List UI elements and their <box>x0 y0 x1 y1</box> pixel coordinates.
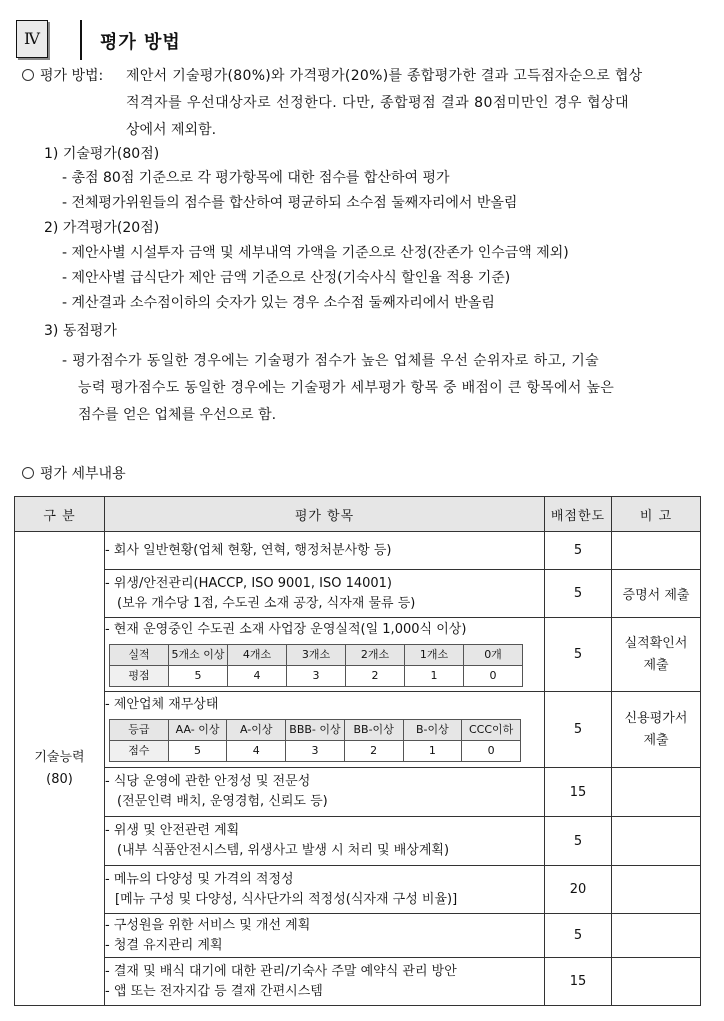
category-cell: 기술능력 (80) <box>15 532 105 1006</box>
item-cell: - 제안업체 재무상태 등급 AA- 이상 A-이상 BBB- 이상 BB-이상 B-이상 CCC이하 점수 5 4 3 2 1 0 <box>105 692 545 768</box>
table-row <box>15 914 701 958</box>
section-number: Ⅳ <box>16 20 48 58</box>
table-row <box>15 866 701 914</box>
table-row <box>15 958 701 1006</box>
method-label: 평가 방법: <box>40 68 104 84</box>
finance-grade-table: 등급 AA- 이상 A-이상 BBB- 이상 BB-이상 B-이상 CCC이하 점수 5 4 3 2 1 0 <box>109 719 521 762</box>
score-cell: 5 <box>545 618 612 692</box>
note-cell <box>612 958 701 1006</box>
score-cell: 5 <box>545 532 612 570</box>
item-cell: - 현재 운영중인 수도권 소재 사업장 운영실적(일 1,000식 이상) 실적 5개소 이상 4개소 3개소 2개소 1개소 0개 평점 5 4 3 2 1 0 <box>105 618 545 692</box>
note-cell: 신용평가서 제출 <box>612 692 701 768</box>
header-score: 배점한도 <box>545 497 612 532</box>
score-cell: 5 <box>545 914 612 958</box>
score-cell: 15 <box>545 768 612 817</box>
method-bullet <box>22 66 103 86</box>
method-text-line: 적격자를 우선대상자로 선정한다. 다만, 종합평점 결과 80점미만인 경우 협상대 <box>126 95 630 111</box>
section-heading: 1) 기술평가(80점) <box>44 146 160 162</box>
section-heading: 2) 가격평가(20점) <box>44 220 160 236</box>
list-item: - 제안사별 급식단가 제안 금액 기준으로 산정(기숙사식 할인율 적용 기준) <box>62 270 511 286</box>
section-title: 평가 방법 <box>100 32 181 53</box>
list-item: - 계산결과 소수점이하의 숫자가 있는 경우 소수점 둘째자리에서 반올림 <box>62 295 495 311</box>
table-row <box>15 618 701 692</box>
list-item: - 전체평가위원들의 점수를 합산하여 평균하되 소수점 둘째자리에서 반올림 <box>62 195 518 211</box>
note-cell <box>612 914 701 958</box>
table-row <box>15 532 701 570</box>
method-text-line: 상에서 제외함. <box>126 122 217 138</box>
list-item: - 총점 80점 기준으로 각 평가항목에 대한 점수를 합산하여 평가 <box>62 170 450 186</box>
table-row <box>15 768 701 817</box>
note-cell: 실적확인서 제출 <box>612 618 701 692</box>
performance-score-table: 실적 5개소 이상 4개소 3개소 2개소 1개소 0개 평점 5 4 3 2 1 0 <box>109 644 523 687</box>
item-cell: - 구성원을 위한 서비스 및 개선 계획 - 청결 유지관리 계획 <box>105 914 545 958</box>
list-item: 능력 평가점수도 동일한 경우에는 기술평가 세부평가 항목 중 배점이 큰 항목에서 높은 <box>78 380 615 396</box>
circle-bullet-icon <box>22 69 34 81</box>
item-cell: - 결재 및 배식 대기에 대한 관리/기숙사 주말 예약식 관리 방안 - 앱 또는 전자지갑 등 결재 간편시스템 <box>105 958 545 1006</box>
note-cell <box>612 532 701 570</box>
score-cell: 5 <box>545 692 612 768</box>
table-row <box>15 570 701 618</box>
section-heading: 3) 동점평가 <box>44 323 117 339</box>
score-cell: 15 <box>545 958 612 1006</box>
list-item: - 제안사별 시설투자 금액 및 세부내역 가액을 기준으로 산정(잔존가 인수금액 제외) <box>62 245 569 261</box>
table-header-row <box>15 497 701 532</box>
item-cell: - 메뉴의 다양성 및 가격의 적정성 [메뉴 구성 및 다양성, 식사단가의 적정성(식자재 구성 비율)] <box>105 866 545 914</box>
score-cell: 5 <box>545 817 612 866</box>
method-text-line: 제안서 기술평가(80%)와 가격평가(20%)를 종합평가한 결과 고득점자순으로 협상 <box>126 68 643 84</box>
list-item: 점수를 얻은 업체를 우선으로 함. <box>78 407 277 423</box>
list-item: - 평가점수가 동일한 경우에는 기술평가 점수가 높은 업체를 우선 순위자로 하고, 기술 <box>62 353 600 369</box>
note-cell <box>612 817 701 866</box>
circle-bullet-icon <box>22 467 34 479</box>
evaluation-table <box>14 496 701 1006</box>
item-cell: - 식당 운영에 관한 안정성 및 전문성 (전문인력 배치, 운영경험, 신뢰도 등) <box>105 768 545 817</box>
detail-heading: 평가 세부내용 <box>22 464 126 484</box>
header-note: 비 고 <box>612 497 701 532</box>
score-cell: 20 <box>545 866 612 914</box>
note-cell: 증명서 제출 <box>612 570 701 618</box>
note-cell <box>612 768 701 817</box>
score-cell: 5 <box>545 570 612 618</box>
header-category: 구 분 <box>15 497 105 532</box>
note-cell <box>612 866 701 914</box>
item-cell: - 회사 일반현황(업체 현황, 연혁, 행정처분사항 등) <box>105 532 545 570</box>
table-row <box>15 692 701 768</box>
item-cell: - 위생 및 안전관련 계획 (내부 식품안전시스템, 위생사고 발생 시 처리 및 배상계획) <box>105 817 545 866</box>
header-item: 평가 항목 <box>105 497 545 532</box>
section-header <box>16 20 706 60</box>
header-divider <box>80 20 82 60</box>
table-row <box>15 817 701 866</box>
item-cell: - 위생/안전관리(HACCP, ISO 9001, ISO 14001) (보유 개수당 1점, 수도권 소재 공장, 식자재 물류 등) <box>105 570 545 618</box>
